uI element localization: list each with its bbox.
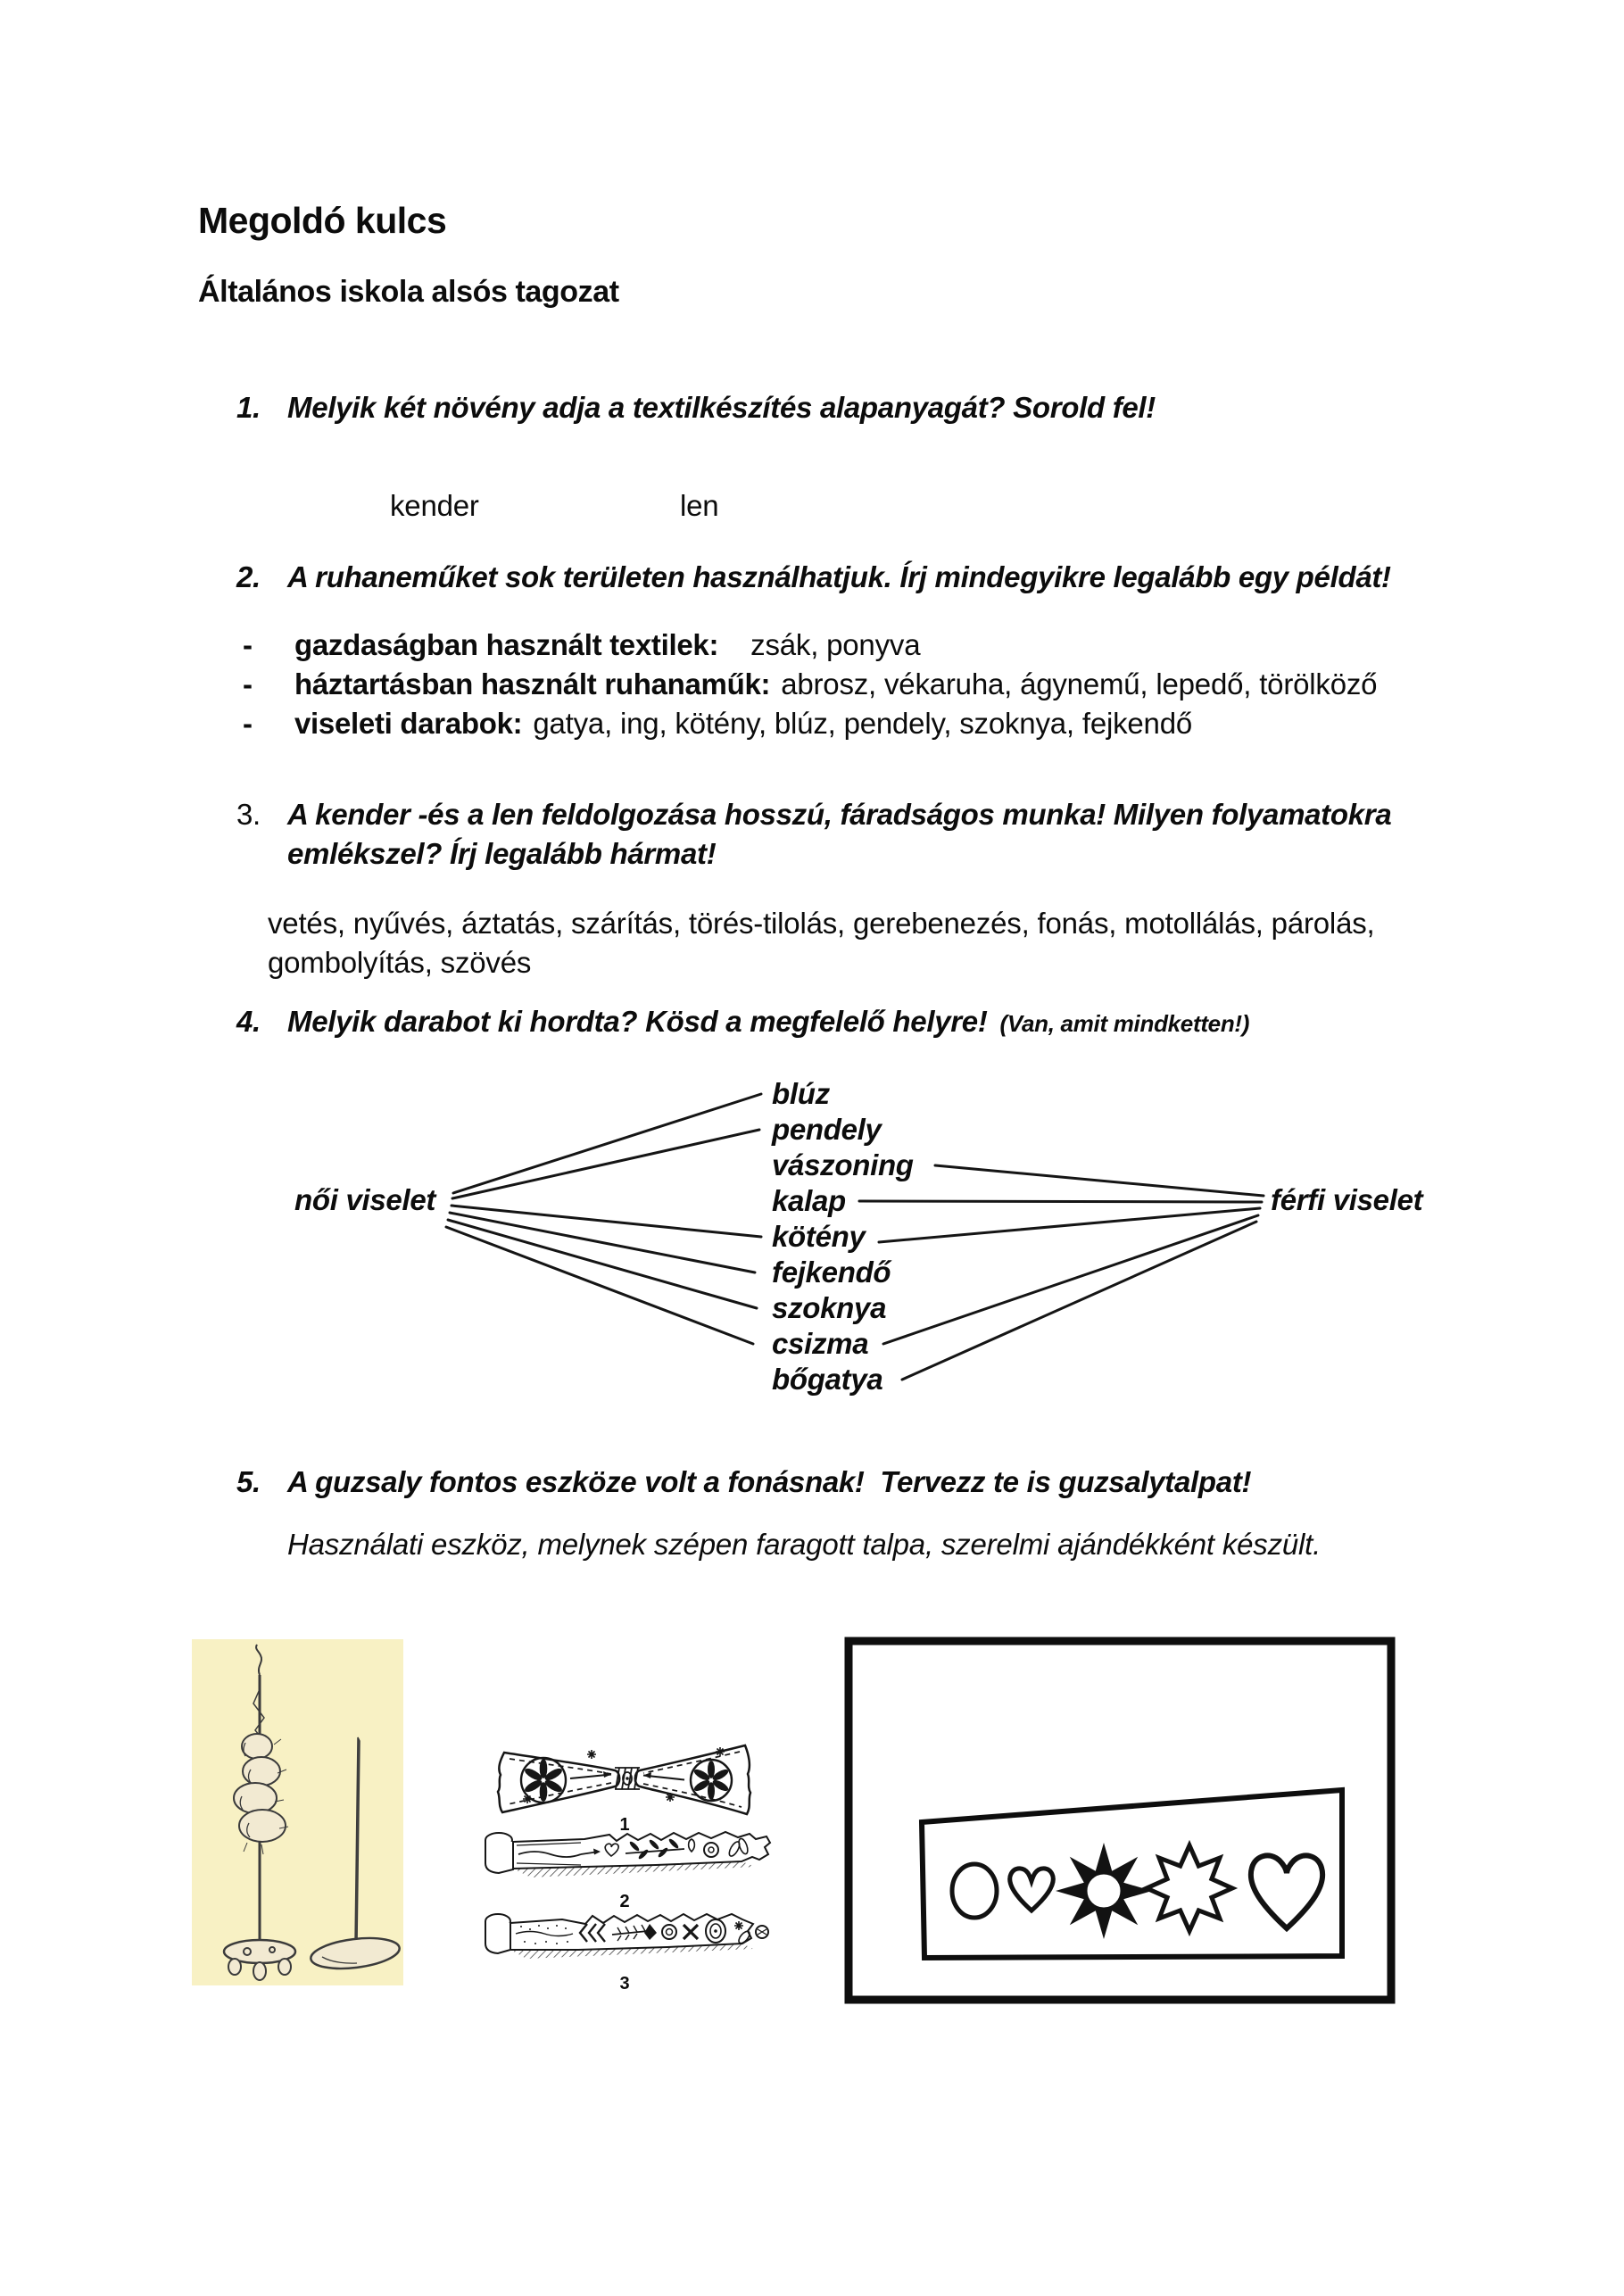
diagram-item-pendely: pendely: [772, 1113, 882, 1146]
question-2-text: A ruhaneműket sok területen használhatjuk. Írj mindegyikre legalább egy példát!: [287, 560, 1391, 593]
question-1-text: Melyik két növény adja a textilkészítés alapanyagát? Sorold fel!: [287, 391, 1156, 424]
question-3-text-line2: emlékszel? Írj legalább hármat!: [287, 837, 717, 870]
answer-1-len: len: [680, 489, 719, 522]
diagram-item-vaszoning: vászoning: [772, 1148, 914, 1181]
connection-ferfi-koteny: [879, 1208, 1260, 1242]
question-5-text: A guzsaly fontos eszköze volt a fonásnak! Tervezz te is guzsalytalpat!: [287, 1465, 1252, 1498]
answer-3-line1: vetés, nyűvés, áztatás, szárítás, törés-tilolás, gerebenezés, fonás, motollálás, párolás,: [268, 907, 1375, 940]
question-2-number: 2.: [236, 560, 261, 593]
figure-caption-3: 3: [619, 1974, 630, 1993]
question-4-note: (Van, amit mindketten!): [999, 1010, 1250, 1037]
bullet-household-textiles: [243, 667, 1377, 701]
connection-ferfi-bogatya: [902, 1222, 1256, 1380]
question-4-number: 4.: [236, 1005, 261, 1038]
bullet-dash: -: [243, 707, 253, 740]
diagram-item-szoknya: szoknya: [772, 1291, 887, 1324]
diagram-item-kalap: kalap: [772, 1184, 846, 1217]
answer-1-kender: kender: [390, 489, 479, 522]
question-1: [236, 391, 1156, 425]
yellow-panel-background: [192, 1639, 403, 1985]
question-4: [236, 1005, 1249, 1039]
figure-caption-1: 1: [619, 1815, 630, 1835]
diagram-right-label: férfi viselet: [1271, 1183, 1423, 1216]
bullet-dash: -: [243, 628, 253, 661]
carved-piece-2-board: [485, 1832, 770, 1877]
diagram-item-bogatya: bőgatya: [772, 1363, 883, 1396]
carved-distaff-drawings: [473, 1740, 776, 2008]
diagram-left-label: női viselet: [294, 1183, 436, 1216]
connection-noi-bluz: [453, 1094, 761, 1193]
diagram-item-koteny: kötény: [772, 1220, 866, 1253]
question-3-line2: [287, 837, 716, 871]
bullet-label: gazdaságban használt textilek:: [294, 628, 719, 661]
page-subtitle: Általános iskola alsós tagozat: [198, 275, 619, 309]
plank-outline: [922, 1790, 1342, 1958]
diagram-item-csizma: csizma: [772, 1327, 869, 1360]
figure-caption-2: 2: [619, 1892, 630, 1911]
connection-ferfi-csizma: [883, 1215, 1258, 1344]
question-2: [236, 560, 1391, 594]
answer-3-line2: gombolyítás, szövés: [268, 946, 532, 979]
design-template-box: [843, 1636, 1396, 2005]
bullet-economy-textiles: [243, 628, 920, 662]
connection-ferfi-kalap: [859, 1201, 1262, 1202]
bullet-label: háztartásban használt ruhanaműk:: [294, 667, 771, 700]
bullet-answer: abrosz, vékaruha, ágynemű, lepedő, törölköző: [781, 667, 1378, 700]
answer-5: Használati eszköz, melynek szépen faragott talpa, szerelmi ajándékként készült.: [287, 1528, 1322, 1561]
page-title: Megoldó kulcs: [198, 200, 447, 241]
carved-piece-3-board: [485, 1914, 768, 1959]
question-5: [236, 1465, 1251, 1499]
spindles-illustration: [192, 1639, 403, 1985]
question-3-number: 3.: [236, 798, 261, 831]
carved-piece-1-bowtie: [498, 1745, 750, 1814]
bullet-label: viseleti darabok:: [294, 707, 523, 740]
question-1-number: 1.: [236, 391, 261, 424]
bullet-dash: -: [243, 667, 253, 700]
question-3-text-line1: A kender -és a len feldolgozása hosszú, fáradságos munka! Milyen folyamatokra: [287, 798, 1392, 831]
connection-noi-csizma: [446, 1227, 753, 1344]
bullet-garments: [243, 707, 1192, 741]
question-4-text: Melyik darabot ki hordta? Kösd a megfelelő helyre!: [287, 1005, 988, 1038]
connection-noi-pendely: [452, 1130, 759, 1198]
bullet-answer: zsák, ponyva: [750, 628, 921, 661]
diagram-item-fejkendo: fejkendő: [772, 1256, 891, 1289]
question-3: [236, 798, 1391, 832]
question-5-number: 5.: [236, 1465, 261, 1498]
connection-ferfi-vaszoning: [935, 1165, 1264, 1196]
diagram-item-bluz: blúz: [772, 1077, 830, 1110]
sun-motif: [1056, 1843, 1152, 1939]
carved-distaff-figures: [473, 1740, 776, 2008]
bullet-answer: gatya, ing, kötény, blúz, pendely, szoknya, fejkendő: [533, 707, 1193, 740]
